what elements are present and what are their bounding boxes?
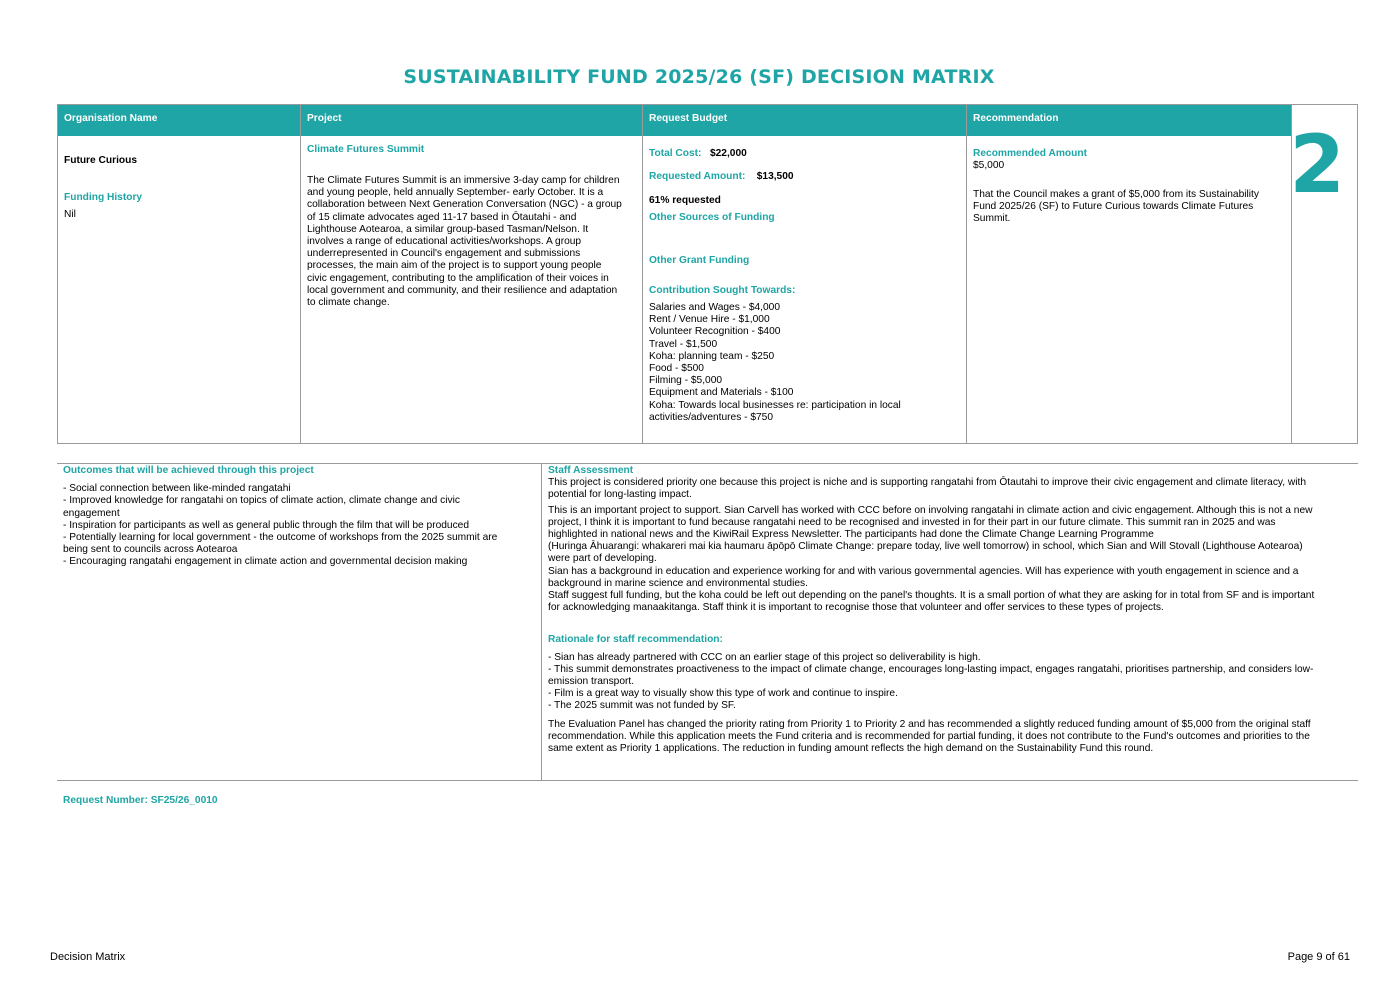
- list-item: - Encouraging rangatahi engagement in climate action and governmental decision making: [63, 556, 468, 568]
- organisation-name: Future Curious: [64, 155, 138, 166]
- list-item: - Film is a great way to visually show this type of work and continue to inspire.: [548, 688, 898, 700]
- list-item: Salaries and Wages - $4,000: [649, 302, 781, 313]
- priority-number: 2: [1289, 118, 1345, 211]
- list-item: engagement: [63, 507, 120, 519]
- recommended-amount: $5,000: [973, 160, 1005, 171]
- header-recommendation: Recommendation: [967, 105, 1291, 136]
- outcomes-section: [63, 465, 528, 569]
- footer-page-number: Page 9 of 61: [1287, 951, 1350, 963]
- header-budget: Request Budget: [643, 105, 966, 136]
- list-item: - This summit demonstrates proactiveness to the impact of climate change, encourages long-lasting impact, engages rangatahi, prioritises partnership, and considers low-: [548, 663, 1314, 675]
- funding-history-label: Funding History: [64, 192, 143, 203]
- list-item: - The 2025 summit was not funded by SF.: [548, 700, 736, 712]
- list-item: Koha: Towards local businesses re: participation in local: [649, 399, 901, 411]
- list-item: - Social connection between like-minded rangatahi: [63, 483, 291, 495]
- staff-assessment-section: Staff Assessment This project is considered priority one because this project is niche and is supporting rangatahi from Ōtautahi to improve their civic engagement and climate literacy, with potential for long-lasting impact. This is an important project to support. Sian Carvell has worked with CCC before on involving rangatahi in climate action and civic engagement. Although this is not a new project, I think it is important to fund because rangatahi need to be recognised and invested in for their part in our future climate. This summit ran in 2025 and was highlighted in national news and the KiwiRail Express Newsletter. The participants had done the Climate Change Learning Programme (Huringa Āhuarangi: whakareri mai kia haumaru āpōpō Climate Change: prepare today, live well tomorrow) in school, which Sian and Will Stovall (Lighthouse Aotearoa) were part of developing. Sian has a background in education and experience working for and with various governmental agencies. Will has experience with youth engagement in science and a background in marine science and environmental studies. Staff suggest full funding, but the koha could be left out depending on the panel's thoughts. It is a small portion of what they are asking for in total from SF and is important for acknowledging manaakitanga. Staff think it is important to recognise those that volunteer and offer services to these types of projects. Rationale for staff recommendation: - Sian has already partnered with CCC on an earlier stage of this project so deliverability is high. - This summit demonstrates proactiveness to the impact of climate change, encourages long-lasting impact, engages rangatahi, prioritises partnership, and considers low- emission transport. - Film is a great way to visually show this type of work and continue to inspire. - The 2025 summit was not funded by SF. The Evaluation Panel has changed the priority rating from Priority 1 to Priority 2 and has recommended a slightly reduced funding amount of $5,000 from the original staff recommendation. While this application meets the Fund criteria and is recommended for partial funding, it does not contribute to the Fund's outcomes and priorities to the same extent as Priority 1 applications. The reduction in funding amount reflects the high demand on the Sustainability Fund this round.: [548, 465, 1348, 755]
- requested-row: [649, 171, 960, 182]
- recommendation-text: That the Council makes a grant of $5,000 from its Sustainability Fund 2025/26 (SF) to Future Curious towards Climate Futures Summit.: [973, 189, 1259, 225]
- other-grant-label: Other Grant Funding: [649, 255, 750, 266]
- outcomes-label: Outcomes that will be achieved through this project: [63, 465, 314, 476]
- list-item: Volunteer Recognition - $400: [649, 326, 781, 338]
- list-item: being sent to councils across Aotearoa: [63, 544, 238, 556]
- total-cost-label: Total Cost:: [649, 148, 702, 159]
- list-item: emission transport.: [548, 676, 635, 688]
- header-organisation: Organisation Name: [58, 105, 300, 136]
- requested-label: Requested Amount:: [649, 171, 746, 182]
- total-cost-row: [649, 148, 960, 159]
- project-cell: [301, 136, 642, 309]
- contribution-list: [649, 302, 960, 424]
- list-item: Filming - $5,000: [649, 375, 723, 387]
- page-title: SUSTAINABILITY FUND 2025/26 (SF) DECISION MATRIX: [403, 66, 995, 88]
- list-item: - Inspiration for participants as well as general public through the film that will be produced: [63, 519, 470, 531]
- budget-cell: [643, 136, 966, 424]
- list-item: Rent / Venue Hire - $1,000: [649, 314, 770, 326]
- list-item: Equipment and Materials - $100: [649, 387, 794, 399]
- list-item: - Potentially learning for local government - the outcome of workshops from the 2025 summit are: [63, 532, 498, 544]
- list-item: activities/adventures - $750: [649, 411, 774, 423]
- project-description: The Climate Futures Summit is an immersive 3-day camp for children and young people, held annually September- early October. It is a collaboration between Next Generation Conversation (NGC) - a group of 15 climate advocates aged 11-17 based in Ōtautahi - and Lighthouse Aotearoa, a similar group-based Tasman/Nelson. It involves a range of educational activities/workshops. A group underrepresented in Council's engagement and submissions processes, the main aim of the project is to support young people civic engagement, contributing to the amplification of their voices in local government and community, and their resilience and adaptation to climate change.: [307, 175, 622, 309]
- other-sources-label: Other Sources of Funding: [649, 212, 775, 223]
- list-item: Food - $500: [649, 363, 704, 375]
- rationale-label: Rationale for staff recommendation:: [548, 634, 723, 646]
- list-item: - Sian has already partnered with CCC on an earlier stage of this project so deliverability is high.: [548, 651, 981, 663]
- percent-requested: 61% requested: [649, 195, 721, 206]
- list-item: Travel - $1,500: [649, 338, 718, 350]
- list-item: - Improved knowledge for rangatahi on topics of climate action, climate change and civic: [63, 495, 460, 507]
- contribution-label: Contribution Sought Towards:: [649, 285, 796, 296]
- staff-assessment-label: Staff Assessment: [548, 465, 634, 476]
- request-number: Request Number: SF25/26_0010: [63, 795, 218, 806]
- funding-history-value: Nil: [64, 209, 76, 220]
- list-item: Koha: planning team - $250: [649, 350, 775, 362]
- organisation-cell: [58, 136, 300, 220]
- footer-document-name: Decision Matrix: [50, 951, 126, 963]
- requested-value: $13,500: [756, 171, 794, 182]
- header-project: Project: [301, 105, 642, 136]
- project-name: Climate Futures Summit: [307, 144, 425, 155]
- total-cost-value: $22,000: [709, 148, 747, 159]
- recommended-amount-label: Recommended Amount: [973, 148, 1087, 159]
- decision-table: [57, 104, 1358, 444]
- recommendation-cell: [967, 136, 1291, 226]
